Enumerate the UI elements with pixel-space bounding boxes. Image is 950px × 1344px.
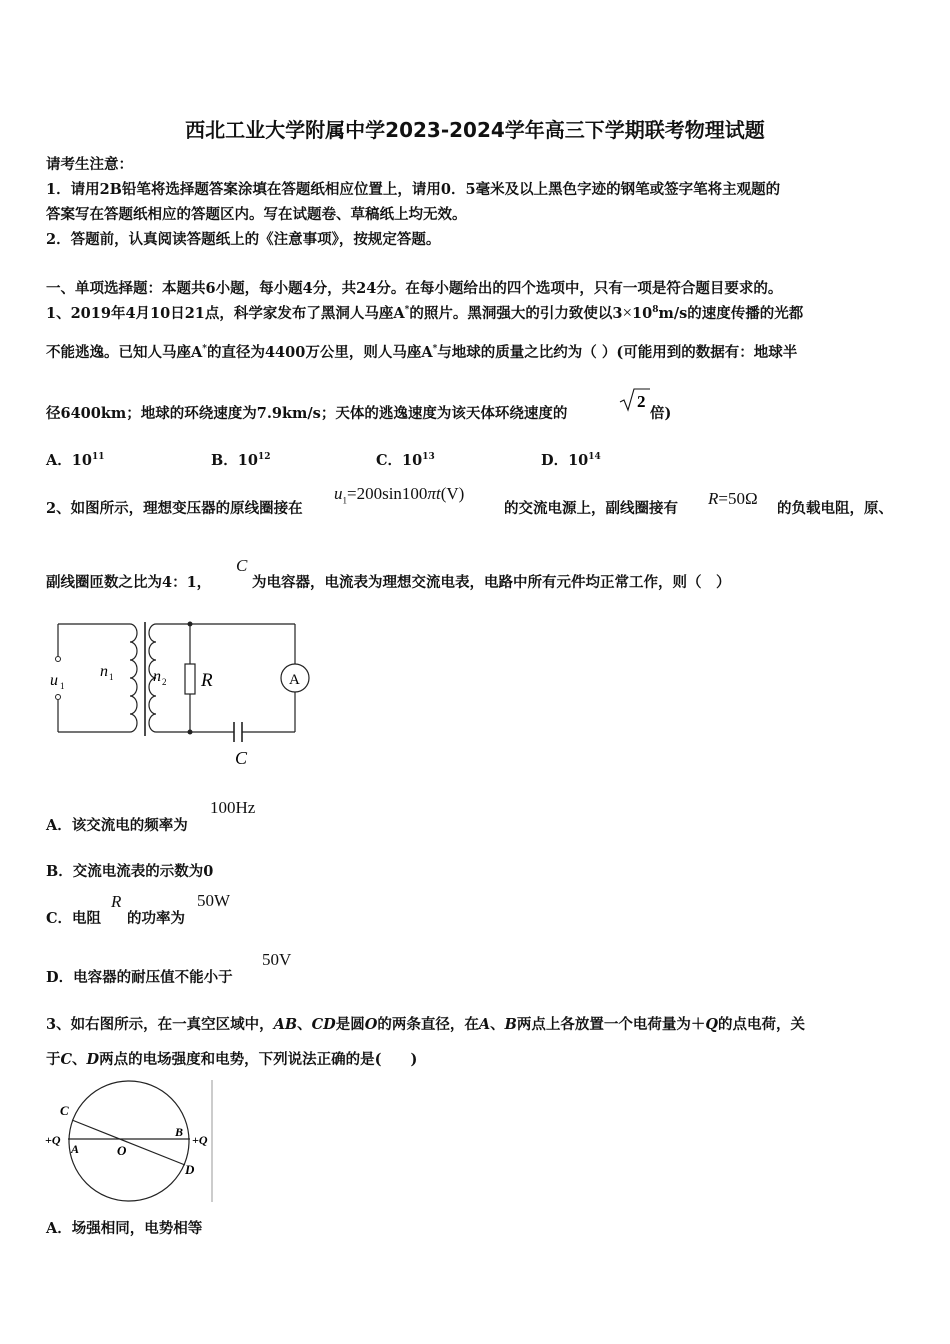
q1-star-3: * (432, 344, 438, 355)
q3-text-2b: 两点的电场强度和电势，下列说法正确的是( ) (99, 1051, 418, 1068)
q3-sep3: 、 (72, 1051, 87, 1068)
q1-option-b-label: B．10 (211, 452, 258, 469)
resistance-symbol: R (708, 489, 719, 508)
formula-body: =200sin100 (347, 484, 428, 503)
q3-text-2a: 于 (46, 1051, 61, 1068)
label-d: D (185, 1162, 195, 1177)
q1-star-2: * (202, 344, 207, 355)
notice-line-2: 2．答题前，认真阅读答题纸上的《注意事项》，按规定答题。 (46, 231, 441, 248)
notice-line-1: 1．请用2B铅笔将选择题答案涂填在答题纸相应位置上，请用0．5毫米及以上黑色字迹的钢笔或签字笔将主观题的 (46, 181, 781, 198)
terminal-bottom (56, 695, 61, 700)
resistance-value: =50Ω (718, 489, 758, 508)
q1-exp8: 8 (652, 305, 659, 316)
q2-text-1b: 的交流电源上，副线圈接有 (504, 500, 678, 517)
q1-option-a-label: A．10 (46, 452, 92, 469)
q3-option-a: A．场强相同，电势相等 (46, 1220, 203, 1237)
label-n2-sub: 2 (162, 677, 167, 687)
sqrt-radicand: 2 (637, 392, 646, 411)
q2-option-d: D．电容器的耐压值不能小于 (46, 969, 233, 986)
circle-o (69, 1081, 189, 1201)
transformer-circuit-diagram (46, 612, 316, 772)
section-heading: 一、单项选择题：本题共6小题，每小题4分，共24分。在每小题给出的四个选项中，只有一项是符合题目要求的。 (46, 280, 783, 297)
q1-text-1a: 1、2019年4月10日21点，科学家发布了黑洞人马座A (46, 305, 405, 322)
q2-text-2a: 副线圈匝数之比为4：1， (46, 574, 212, 591)
label-c: C (60, 1103, 69, 1118)
q2-option-c-value: 50W (197, 891, 231, 910)
q1-line-3 (46, 402, 567, 423)
label-resistor: R (201, 670, 213, 691)
q1-line-2 (46, 341, 797, 362)
terminal-top (56, 657, 61, 662)
label-q-left: +Q (45, 1133, 61, 1147)
q3-b: B (504, 1016, 517, 1033)
label-u1-sub: 1 (60, 681, 65, 691)
q1-text-1d: m/s的速度传播的光都 (658, 305, 804, 322)
q1-text-2c: 与地球的质量之比约为（ ）(可能用到的数据有：地球半 (437, 344, 798, 361)
q2-resistance-formula (708, 489, 758, 509)
label-n1-sub: 1 (109, 672, 114, 682)
q3-sep: 、 (297, 1016, 312, 1033)
label-b: B (175, 1125, 184, 1139)
q1-option-d-label: D．10 (541, 452, 589, 469)
formula-pi-t: πt (427, 484, 441, 503)
q1-option-c-label: C．10 (376, 452, 423, 469)
q1-text-3a: 径6400km；地球的环绕速度为7.9km/s；天体的逃逸速度为该天体环绕速度的 (46, 405, 568, 422)
notice-line-1b: 答案写在答题纸相应的答题区内。写在试题卷、草稿纸上均无效。 (46, 206, 467, 223)
label-n2: n (153, 668, 161, 685)
primary-coil (130, 624, 137, 732)
q1-line-1 (46, 302, 803, 323)
q3-text-1d: 两点上各放置一个电荷量为＋ (516, 1016, 706, 1033)
q2-option-a: A．该交流电的频率为 (46, 817, 188, 834)
label-capacitor: C (235, 748, 248, 768)
q1-text-3b: 倍) (650, 405, 672, 422)
q3-c: C (60, 1051, 73, 1068)
q3-sep2: 、 (490, 1016, 505, 1033)
label-n1: n (100, 663, 108, 680)
sqrt-two-symbol (618, 386, 652, 412)
q3-o: O (364, 1016, 378, 1033)
q1-text-1c: 10 (632, 305, 653, 322)
q2-voltage-formula (334, 484, 464, 505)
q1-option-a (46, 449, 104, 470)
q3-text-1e: 的点电荷，关 (718, 1016, 806, 1033)
q1-option-b-exp: 12 (257, 452, 271, 463)
q1-option-b (211, 449, 270, 470)
q2-text-2b: 为电容器，电流表为理想交流电表，电路中所有元件均正常工作，则（ ） (252, 574, 731, 591)
q2-option-a-value: 100Hz (210, 798, 256, 817)
q3-text-1b: 是圆 (335, 1016, 365, 1033)
q1-times: × (622, 303, 633, 322)
q2-option-d-value: 50V (262, 950, 292, 969)
q1-text-2b: 的直径为4400万公里，则人马座A (206, 344, 433, 361)
q2-option-c-prefix: C．电阻 (46, 910, 102, 927)
q1-option-a-exp: 11 (91, 452, 105, 463)
diameter-cd (72, 1120, 185, 1165)
formula-u: u (334, 484, 343, 503)
q3-text-1c: 的两条直径，在 (377, 1016, 479, 1033)
q2-option-c-suffix: 的功率为 (127, 910, 185, 927)
q3-cd: CD (311, 1016, 336, 1033)
q1-text-1b: 的照片。黑洞强大的引力致使以3 (409, 305, 623, 322)
q2-text-1c: 的负载电阻，原、 (777, 500, 893, 517)
q3-d: D (86, 1051, 100, 1068)
label-q-right: +Q (192, 1133, 208, 1147)
q3-a: A (478, 1016, 491, 1033)
sqrt-radical-sign (620, 389, 650, 410)
label-ammeter: A (289, 672, 300, 688)
capacitor-symbol-inline: C (236, 556, 248, 575)
q3-line-2 (46, 1048, 417, 1069)
formula-unit: (V) (440, 484, 465, 503)
junction-bottom (188, 730, 193, 735)
q3-q: Q (705, 1016, 719, 1033)
q2-text-1a: 2、如图所示，理想变压器的原线圈接在 (46, 500, 303, 517)
q1-option-c (376, 449, 435, 470)
q3-text-1a: 3、如右图所示，在一真空区域中， (46, 1016, 274, 1033)
circle-diameters-figure (44, 1078, 219, 1206)
q3-ab: AB (273, 1016, 298, 1033)
q3-line-1 (46, 1013, 805, 1034)
notice-heading: 请考生注意： (46, 156, 133, 173)
junction-top (188, 622, 193, 627)
label-a: A (71, 1142, 80, 1156)
q1-star: * (404, 305, 410, 316)
resistor-symbol (185, 664, 195, 694)
formula-u-sub: 1 (342, 495, 347, 506)
label-u1: u (50, 672, 58, 689)
label-o: O (117, 1143, 127, 1158)
q1-option-d (541, 449, 601, 470)
q1-text-2a: 不能逃逸。已知人马座A (46, 344, 203, 361)
page-title: 西北工业大学附属中学2023-2024学年高三下学期联考物理试题 (185, 118, 765, 142)
q2-option-c-r: R (111, 892, 122, 911)
q1-option-d-exp: 14 (588, 452, 601, 463)
q1-option-c-exp: 13 (422, 452, 435, 463)
q2-option-b: B．交流电流表的示数为0 (46, 863, 214, 880)
